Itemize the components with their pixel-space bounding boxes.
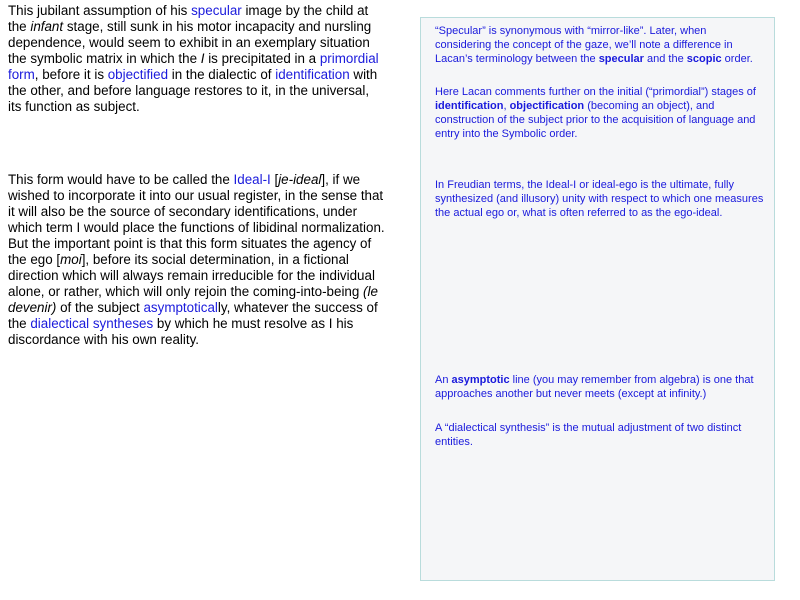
note-ideal-ego: In Freudian terms, the Ideal-I or ideal-ego is the ultimate, fully synthesized (and illusory) unity with respect to which one measures the actual ego or, what is often referred to as the ego-ideal. (435, 179, 764, 219)
term-identification: identification (275, 67, 350, 82)
text-run: ly, whatever the success of the (8, 300, 378, 331)
italic-je-ideal: je-ideal (278, 172, 322, 187)
term-asymptotical: asymptotical (143, 300, 218, 315)
text-run: line (you may remember from algebra) is one that approaches another but never meets (except at infinity.) (435, 374, 754, 400)
text-run: , before it is (34, 67, 108, 82)
bold-asymptotic: asymptotic (451, 374, 510, 386)
text-run: image by the child at the (8, 3, 369, 34)
bold-identification: identification (435, 100, 504, 112)
text-run: with the other, and before language restores to it, in the universal, its function as subject. (8, 67, 378, 114)
italic-moi: moi (60, 252, 82, 267)
italic-I: I (200, 51, 205, 66)
note-primordial-stages (435, 85, 765, 141)
text-run: is precipitated in a (204, 51, 320, 66)
text-run: by which he must resolve as I his discordance with his own reality. (8, 316, 354, 347)
text-run: [ (270, 172, 279, 187)
bold-specular: specular (598, 53, 644, 65)
bold-objectification: objectification (509, 100, 585, 112)
text-run: and the (643, 53, 687, 65)
term-objectified: objectified (107, 67, 169, 82)
main-paragraph-ideal-i (8, 172, 386, 348)
text-run: ], before its social determination, in a fictional direction which will always remain irreducible for the individual alone, or rather, which will only rejoin the coming-into-being (8, 252, 375, 299)
text-run: Here Lacan comments further on the initial (“primordial”) stages of (435, 86, 756, 98)
text-run: stage, still sunk in his motor incapacity and nursling dependence, would seem to exhibit in an exemplary situation the symbolic matrix in which the (8, 19, 372, 66)
text-run: of the subject (56, 300, 144, 315)
text-run: ], if we wished to incorporate it into our usual register, in the sense that it will also be the source of secondary identifications, under which term I would place the functions of libidinal normalization. But the important point is that this form situates the agency of the ego [ (8, 172, 385, 267)
text-run: in the dialectic of (168, 67, 276, 82)
bold-scopic: scopic (686, 53, 722, 65)
note-dialectical-synthesis: A “dialectical synthesis” is the mutual adjustment of two distinct entities. (435, 422, 742, 448)
text-run: (becoming an object), and construction of the subject prior to the acquisition of language and entry into the Symbolic order. (435, 100, 756, 140)
term-dialectical-syntheses: dialectical syntheses (30, 316, 154, 331)
italic-le-devenir: (le devenir) (8, 284, 378, 315)
note-asymptotic (435, 373, 765, 401)
note-specular (435, 24, 765, 66)
main-paragraph-specular (8, 3, 386, 115)
text-run: “Specular” is synonymous with “mirror-like”. Later, when considering the concept of the gaze, we’ll note a difference in Lacan’s terminology between the (435, 25, 733, 65)
term-primordial-form: primordial form (8, 51, 379, 82)
italic-infant: infant (30, 19, 64, 34)
annotation-panel (420, 17, 775, 581)
term-specular: specular (191, 3, 242, 18)
text-run: This jubilant assumption of his (8, 3, 192, 18)
text-run: order. (721, 53, 753, 65)
text-run: An (435, 374, 452, 386)
text-run: , (503, 100, 510, 112)
text-run: This form would have to be called the (8, 172, 234, 187)
term-ideal-i: Ideal-I (233, 172, 271, 187)
